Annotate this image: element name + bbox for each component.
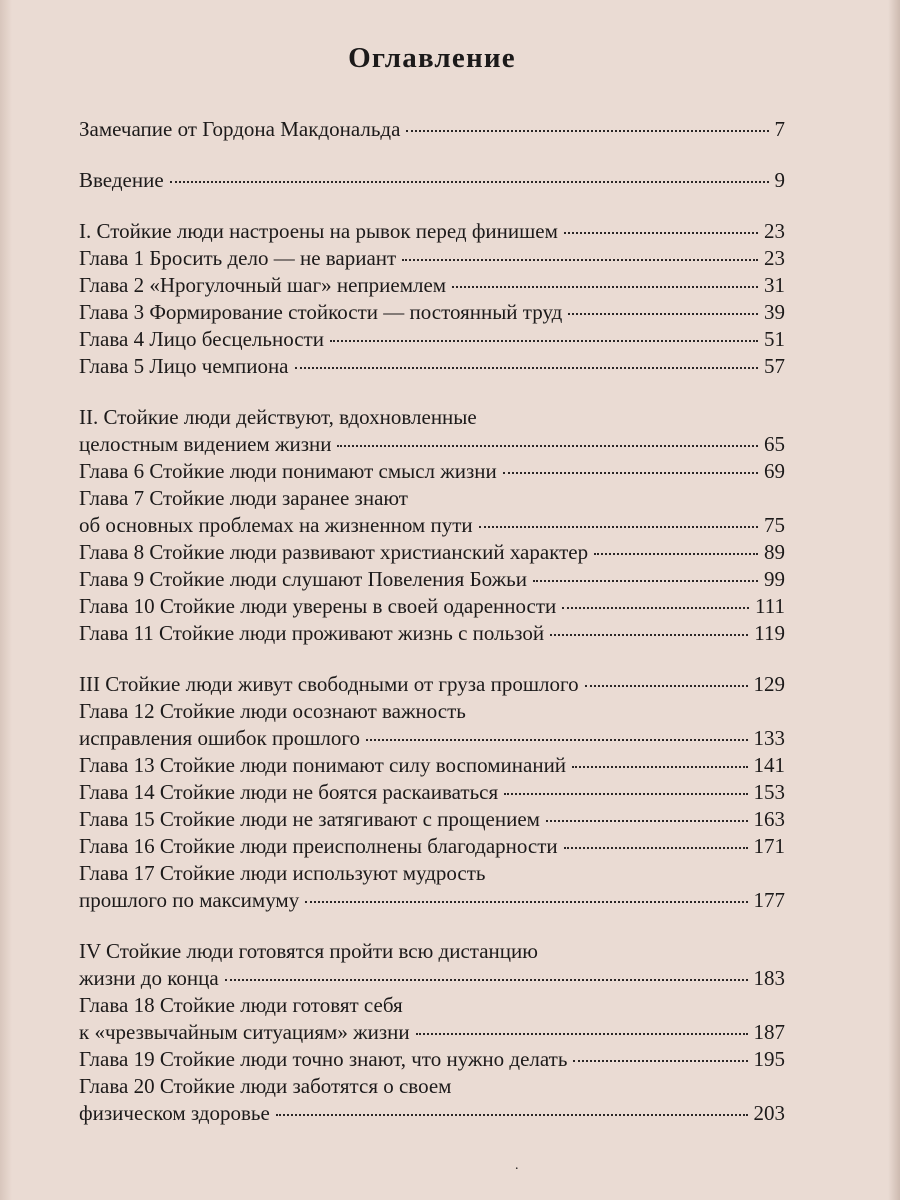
toc-entry — [79, 833, 785, 860]
toc-entry — [79, 539, 785, 566]
toc-page-number: 187 — [753, 1020, 785, 1044]
toc-page-number: 141 — [753, 753, 785, 777]
toc-entry-title: IV Стойкие люди готовятся пройти всю дистанцию — [79, 939, 538, 963]
toc-page-number: 57 — [764, 354, 785, 378]
toc-entry — [79, 1100, 785, 1127]
toc-entry-title: Глава 19 Стойкие люди точно знают, что нужно делать — [79, 1047, 568, 1071]
toc-entry — [79, 725, 785, 752]
toc-entry-title: Глава 13 Стойкие люди понимают силу воспоминаний — [79, 753, 567, 777]
toc-entry — [79, 620, 785, 647]
dot-leader — [564, 847, 748, 849]
toc-section — [79, 116, 785, 143]
dot-leader — [295, 367, 759, 369]
toc-page-number: 65 — [764, 432, 785, 456]
toc-entry — [79, 938, 785, 965]
toc-entry-title: к «чрезвычайным ситуациям» жизни — [79, 1020, 410, 1044]
toc-section — [79, 167, 785, 194]
toc-page-number: 183 — [753, 966, 785, 990]
toc-entry-title: Глава 14 Стойкие люди не боятся раскаиваться — [79, 780, 499, 804]
toc-entry-title: Введение — [79, 168, 164, 192]
toc-entry-title: Глава 3 Формирование стойкости — постоянный труд — [79, 300, 563, 324]
toc-page-number: 99 — [764, 567, 785, 591]
toc-entry — [79, 404, 785, 431]
toc-entry-title: Глава 10 Стойкие люди уверены в своей одаренности — [79, 594, 557, 618]
toc-page — [79, 36, 785, 1151]
toc-entry-title: исправления ошибок прошлого — [79, 726, 360, 750]
toc-entry-title: целостным видением жизни — [79, 432, 332, 456]
toc-entry-title: Глава 15 Стойкие люди не затягивают с прощением — [79, 807, 540, 831]
toc-entry — [79, 671, 785, 698]
toc-entry — [79, 1073, 785, 1100]
toc-entry — [79, 965, 785, 992]
toc-entry-title: Глава 8 Стойкие люди развивают христианский характер — [79, 540, 589, 564]
toc-entry — [79, 431, 785, 458]
toc-entry — [79, 299, 785, 326]
dot-leader — [276, 1114, 748, 1116]
toc-entry-title: Замечапие от Гордона Макдональда — [79, 117, 401, 141]
dot-leader — [452, 286, 758, 288]
toc-entry-title: Глава 20 Стойкие люди заботятся о своем — [79, 1074, 452, 1098]
toc-page-number: 23 — [764, 219, 785, 243]
dot-leader — [594, 553, 758, 555]
toc-entry-title: Глава 12 Стойкие люди осознают важность — [79, 699, 466, 723]
toc-entry-title: Глава 17 Стойкие люди используют мудрость — [79, 861, 486, 885]
toc-entry-title: Глава 4 Лицо бесцельности — [79, 327, 324, 351]
toc-entry-title: Глава 5 Лицо чемпиона — [79, 354, 289, 378]
toc-page-number: 153 — [753, 780, 785, 804]
toc-page-number: 31 — [764, 273, 785, 297]
toc-list — [79, 116, 785, 1127]
toc-entry — [79, 167, 785, 194]
toc-page-number: 9 — [774, 168, 785, 192]
toc-page-number: 195 — [753, 1047, 785, 1071]
toc-entry — [79, 245, 785, 272]
toc-page-number: 111 — [755, 594, 785, 618]
dot-leader — [366, 739, 748, 741]
toc-page-number: 23 — [764, 246, 785, 270]
toc-entry — [79, 458, 785, 485]
toc-page-number: 133 — [753, 726, 785, 750]
toc-entry-title: Глава 16 Стойкие люди преисполнены благодарности — [79, 834, 558, 858]
toc-entry — [79, 593, 785, 620]
dot-leader — [503, 472, 758, 474]
toc-title: Оглавление — [348, 42, 516, 74]
toc-entry-title: Глава 9 Стойкие люди слушают Повеления Божьи — [79, 567, 527, 591]
toc-entry-title: Глава 2 «Нрогулочный шаг» неприемлем — [79, 273, 447, 297]
dot-leader — [170, 181, 769, 183]
toc-entry — [79, 353, 785, 380]
toc-entry — [79, 752, 785, 779]
toc-page-number: 69 — [764, 459, 785, 483]
dot-leader — [585, 685, 748, 687]
toc-page-number: 129 — [753, 672, 785, 696]
dot-leader — [330, 340, 758, 342]
toc-section — [79, 938, 785, 1127]
toc-entry-title: III Стойкие люди живут свободными от груза прошлого — [79, 672, 579, 696]
toc-entry — [79, 779, 785, 806]
dot-leader — [406, 130, 768, 132]
toc-entry-title: физическом здоровье — [79, 1101, 270, 1125]
toc-entry — [79, 806, 785, 833]
toc-entry — [79, 992, 785, 1019]
dot-leader — [546, 820, 748, 822]
toc-page-number: 89 — [764, 540, 785, 564]
dot-leader — [416, 1033, 748, 1035]
dot-leader — [337, 445, 758, 447]
toc-entry-title: об основных проблемах на жизненном пути — [79, 513, 473, 537]
toc-page-number: 39 — [764, 300, 785, 324]
toc-page-number: 177 — [753, 888, 785, 912]
toc-section — [79, 671, 785, 914]
toc-entry — [79, 566, 785, 593]
dot-leader — [504, 793, 747, 795]
toc-entry — [79, 485, 785, 512]
dot-leader — [533, 580, 758, 582]
page-edge-left — [0, 0, 12, 1200]
toc-page-number: 51 — [764, 327, 785, 351]
toc-entry — [79, 698, 785, 725]
toc-entry — [79, 272, 785, 299]
toc-entry-title: Глава 1 Бросить дело — не вариант — [79, 246, 397, 270]
dot-leader — [225, 979, 748, 981]
toc-entry — [79, 326, 785, 353]
dot-leader — [573, 1060, 747, 1062]
toc-entry — [79, 116, 785, 143]
toc-entry-title: жизни до конца — [79, 966, 219, 990]
toc-page-number: 119 — [754, 621, 785, 645]
toc-entry-title: II. Стойкие люди действуют, вдохновленные — [79, 405, 477, 429]
toc-entry-title: I. Стойкие люди настроены на рывок перед финишем — [79, 219, 558, 243]
toc-entry — [79, 887, 785, 914]
toc-entry — [79, 218, 785, 245]
dot-leader — [568, 313, 758, 315]
toc-entry — [79, 512, 785, 539]
toc-entry — [79, 1019, 785, 1046]
toc-entry-title: Глава 6 Стойкие люди понимают смысл жизни — [79, 459, 497, 483]
toc-page-number: 75 — [764, 513, 785, 537]
dot-leader — [479, 526, 758, 528]
footer-mark: . — [515, 1158, 519, 1173]
toc-section — [79, 218, 785, 380]
page-edge-right — [888, 0, 900, 1200]
dot-leader — [564, 232, 758, 234]
toc-entry-title: Глава 18 Стойкие люди готовят себя — [79, 993, 403, 1017]
toc-entry-title: Глава 7 Стойкие люди заранее знают — [79, 486, 408, 510]
dot-leader — [550, 634, 748, 636]
dot-leader — [562, 607, 749, 609]
toc-page-number: 163 — [753, 807, 785, 831]
dot-leader — [572, 766, 747, 768]
toc-entry — [79, 860, 785, 887]
dot-leader — [402, 259, 758, 261]
toc-entry-title: прошлого по максимуму — [79, 888, 300, 912]
toc-section — [79, 404, 785, 647]
dot-leader — [305, 901, 747, 903]
toc-entry — [79, 1046, 785, 1073]
toc-page-number: 171 — [753, 834, 785, 858]
toc-page-number: 7 — [774, 117, 785, 141]
toc-entry-title: Глава 11 Стойкие люди проживают жизнь с пользой — [79, 621, 545, 645]
toc-page-number: 203 — [753, 1101, 785, 1125]
